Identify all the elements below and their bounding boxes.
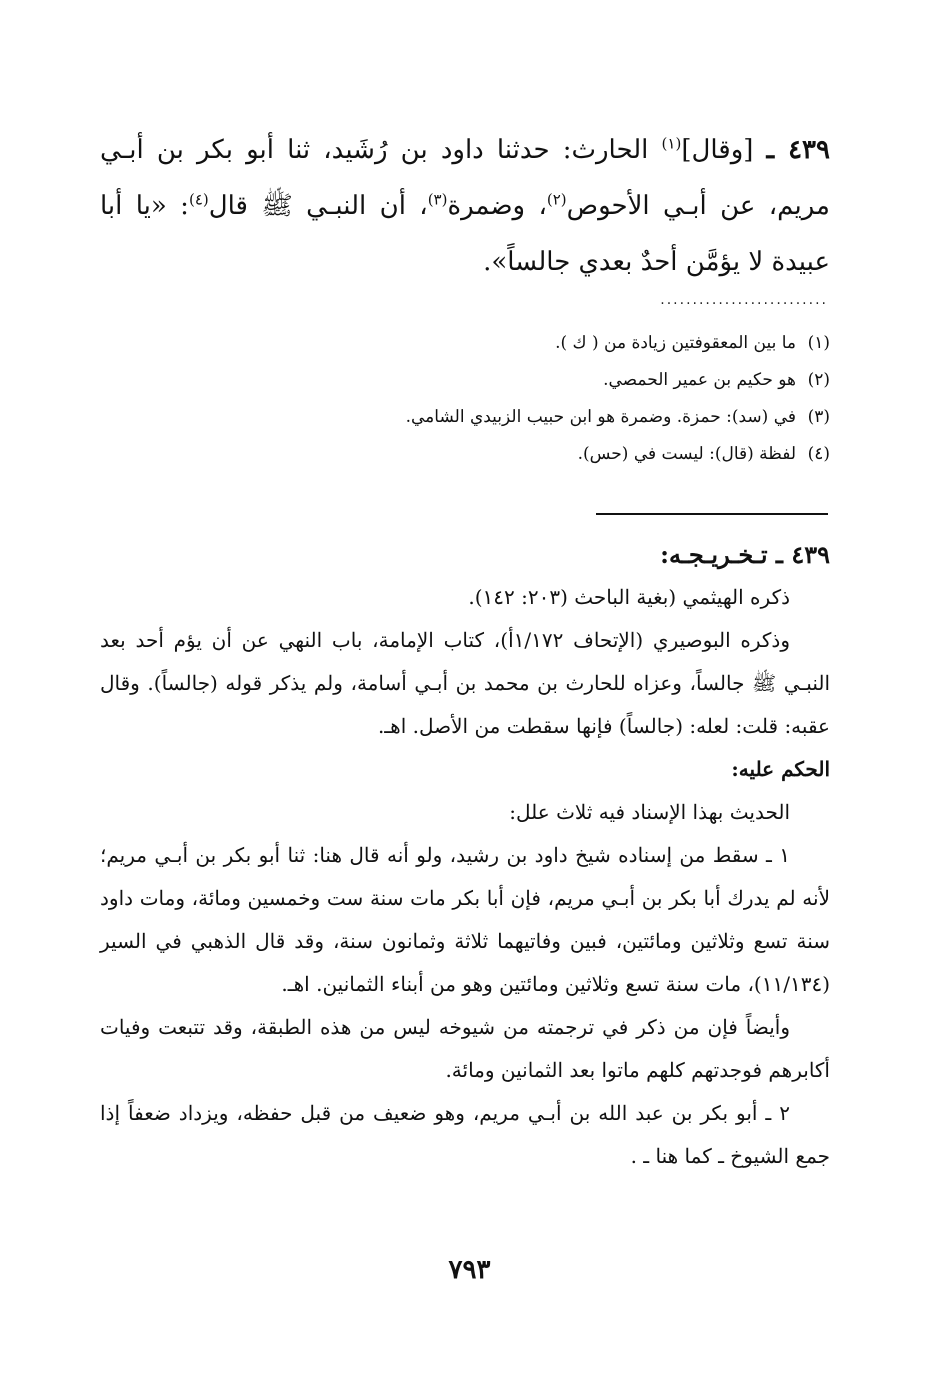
footnotes-list xyxy=(100,325,830,473)
hukm-paragraph-2: ١ ـ سقط من إسناده شيخ داود بن رشيد، ولو أنه قال هنا: ثنا أبو بكر بن أبـي مريم؛ لأنه لم يدرك أبا بكر بن أبـي مريم، فإن أبا بكر مات سنة ست وخمسين ومائة، ومات داود سنة تسع وثلاثين ومائتين، فبين وفاتيهما ثلاثة وثمانون سنة، وقد قال الذهبي في السير (١١/١٣٤)، مات سنة تسع وثلاثين ومائتين وهو من أبناء الثمانين. اهـ. xyxy=(100,843,830,996)
footnote-ref-4[interactable]: (٤) xyxy=(188,190,209,209)
takhrij-heading: ٤٣٩ ـ تـخـريـجـه: xyxy=(660,540,830,569)
footnote-ref-2[interactable]: (٢) xyxy=(546,190,567,209)
hukm-paragraph-1: الحديث بهذا الإسناد فيه ثلاث علل: xyxy=(509,800,790,824)
footnote-text: في (سد): حمزة. وضمرة هو ابن حبيب الزبيدي الشامي. xyxy=(405,407,796,427)
footnote-number: (٢) xyxy=(807,370,830,390)
hukm-paragraph-4: ٢ ـ أبو بكر بن عبد الله بن أبـي مريم، وهو ضعيف من قبل حفظه، ويزداد ضعفاً إذا جمع الشيوخ ـ كما هنا ـ . xyxy=(100,1101,830,1168)
footnote-item xyxy=(100,399,830,436)
main-hadith-text xyxy=(100,122,830,290)
hadith-number: ٤٣٩ ـ xyxy=(766,135,830,165)
hadith-text-part4: ، أن النبـي ﷺ قال xyxy=(208,191,428,221)
footnote-text: هو حكيم بن عمير الحمصي. xyxy=(603,370,796,390)
footnote-item xyxy=(100,436,830,473)
hadith-text-part2: الحارث: حدثنا داود بن رُشَيد، ثنا أبو بكر بن أبـي مريم، عن أبـي الأحوص xyxy=(100,135,830,221)
page-number: ٧٩٣ xyxy=(448,1255,491,1285)
footnote-item xyxy=(100,325,830,362)
hadith-text-part1: [وقال] xyxy=(681,135,754,165)
commentary-body xyxy=(100,533,830,1178)
footnote-number: (٣) xyxy=(807,407,830,427)
footnote-text: لفظة (قال): ليست في (حس). xyxy=(577,444,796,464)
takhrij-paragraph-2: وذكره البوصيري (الإتحاف ١/١٧٢أ)، كتاب الإمامة، باب النهي عن أن يؤم أحد بعد النبـي ﷺ جالساً، وعزاه للحارث بن محمد بن أبـي أسامة، ولم يذكر قوله (جالساً). وقال عقبه: قلت: لعله: (جالساً) فإنها سقطت من الأصل. اهـ. xyxy=(100,628,830,738)
hadith-text-part5: : «يا أبا عبيدة لا يؤمَّن أحدٌ بعدي جالساً». xyxy=(100,191,830,277)
footnote-ref-1[interactable]: (١) xyxy=(661,134,682,153)
footnote-ref-3[interactable]: (٣) xyxy=(427,190,448,209)
hukm-paragraph-3: وأيضاً فإن من ذكر في ترجمته من شيوخه ليس من هذه الطبقة، وقد تتبعت وفيات أكابرهم فوجدتهم كلهم ماتوا بعد الثمانين ومائة. xyxy=(100,1015,830,1082)
hukm-heading: الحكم عليه: xyxy=(731,757,830,781)
section-divider xyxy=(596,513,828,515)
hadith-text-part3: ، وضمرة xyxy=(447,191,547,221)
footnote-text: ما بين المعقوفتين زيادة من ( ك ). xyxy=(555,333,796,353)
footnote-number: (٤) xyxy=(807,444,830,464)
footnote-number: (١) xyxy=(807,333,830,353)
footnote-item xyxy=(100,362,830,399)
footnote-separator-dots: .......................... xyxy=(660,292,828,308)
takhrij-paragraph-1: ذكره الهيثمي (بغية الباحث (٢٠٣: ١٤٢). xyxy=(468,585,790,609)
